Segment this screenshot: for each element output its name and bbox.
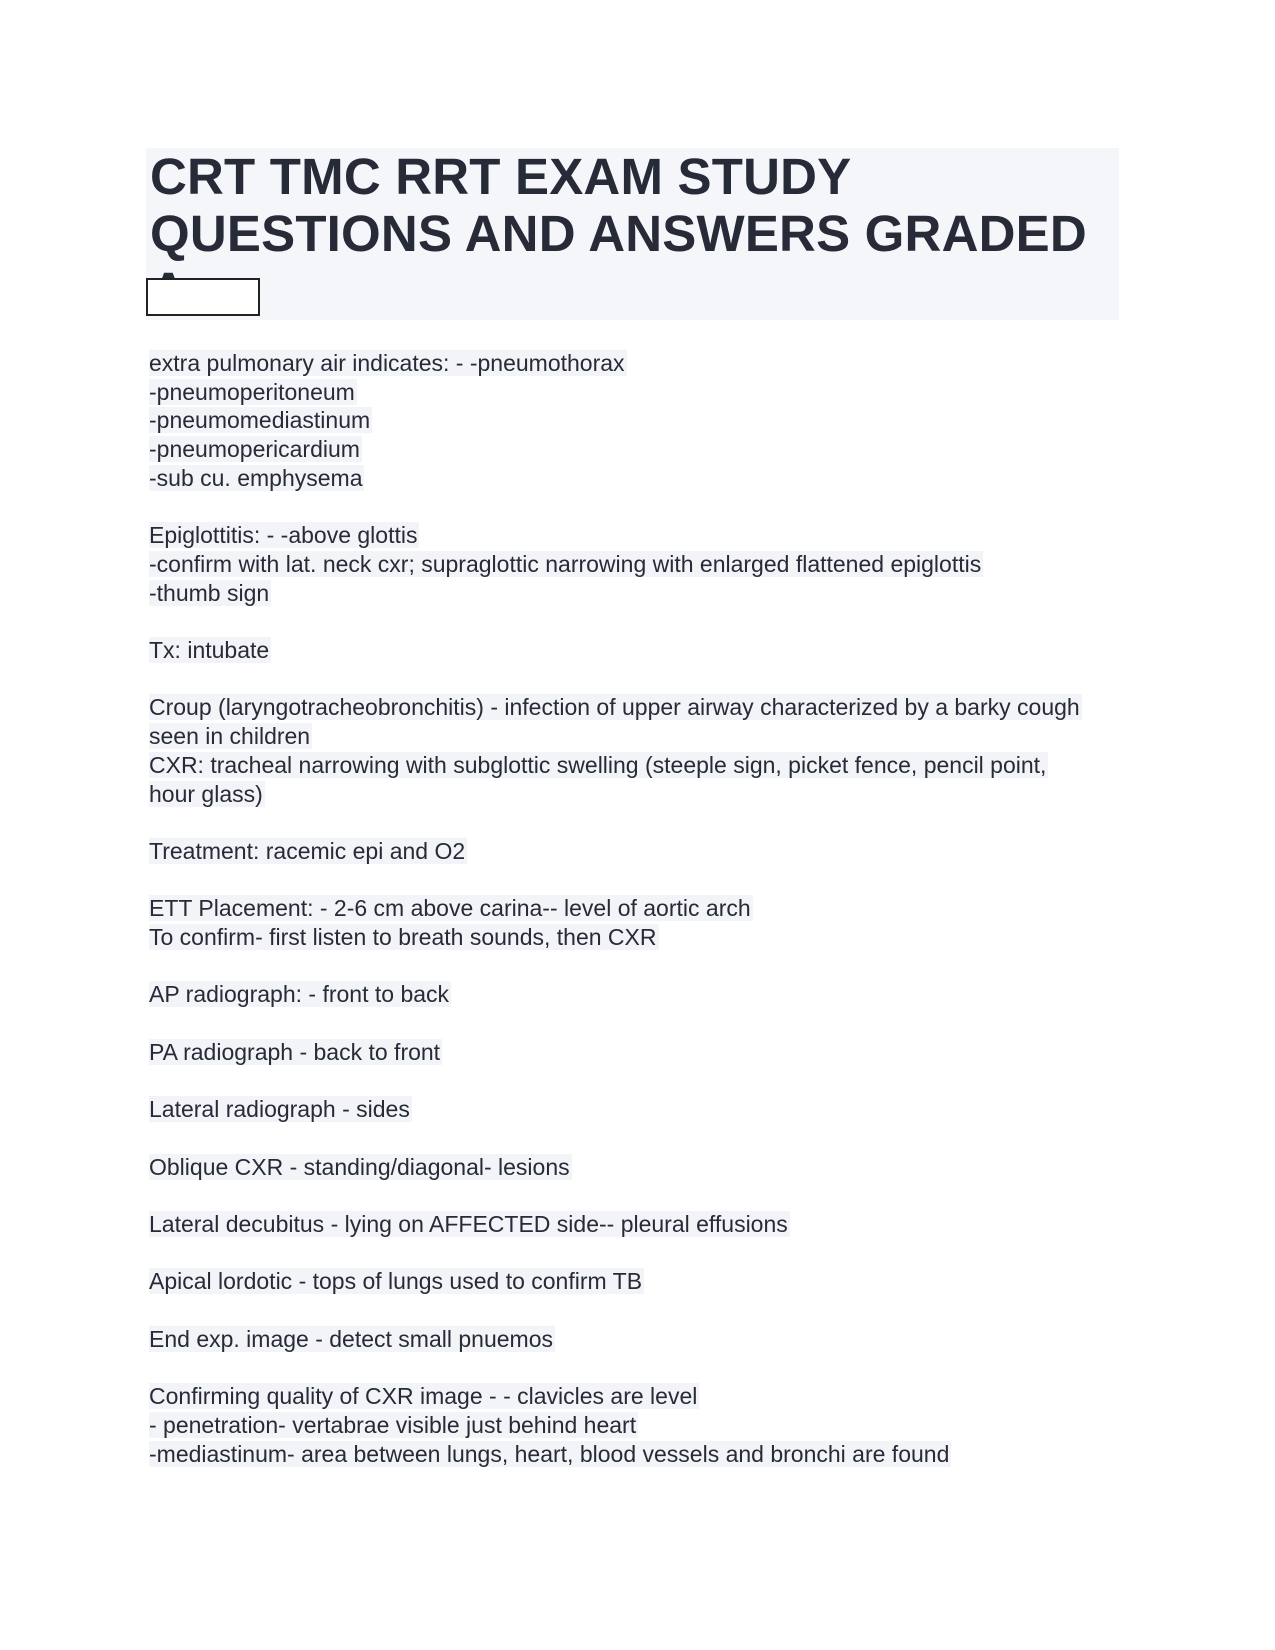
qa-entry	[149, 837, 1089, 866]
entry-line	[149, 1210, 1089, 1239]
entry-line	[149, 550, 1089, 579]
qa-entry	[149, 1038, 1089, 1067]
entry-line	[149, 693, 1089, 750]
entry-line-text: -pneumopericardium	[149, 436, 360, 463]
entry-line	[149, 1440, 1089, 1469]
entry-line	[149, 464, 1089, 493]
entry-line	[149, 751, 1089, 808]
entry-line-text: To confirm- first listen to breath sounds, then CXR	[149, 923, 657, 950]
entry-line-text: CXR: tracheal narrowing with subglottic swelling (steeple sign, picket fence, pencil point, hour glass)	[149, 751, 1047, 807]
qa-entry	[149, 1095, 1089, 1124]
entry-line-text: Tx: intubate	[149, 637, 270, 663]
entry-line-text: Confirming quality of CXR image - - clavicles are level	[149, 1383, 698, 1410]
entry-line	[149, 349, 1089, 378]
entry-line	[149, 980, 1089, 1009]
entry-line-text: -confirm with lat. neck cxr; supraglottic narrowing with enlarged flattened epiglottis	[149, 550, 982, 577]
entry-line-text: Apical lordotic - tops of lungs used to confirm TB	[149, 1268, 643, 1295]
entry-line-text: Treatment: racemic epi and O2	[149, 837, 466, 864]
entry-line-text: Lateral radiograph - sides	[149, 1096, 410, 1123]
entry-line	[149, 1095, 1089, 1124]
entry-line-text: Lateral decubitus - lying on AFFECTED side-- pleural effusions	[149, 1210, 788, 1237]
entry-line-text: extra pulmonary air indicates: - -pneumothorax	[149, 350, 625, 376]
qa-entry	[149, 1267, 1089, 1296]
title-empty-box	[146, 278, 260, 316]
entry-line	[149, 837, 1089, 866]
document-title: CRT TMC RRT EXAM STUDY QUESTIONS AND ANSWERS GRADED	[150, 148, 1087, 262]
entry-line	[149, 1038, 1089, 1067]
entry-line-text: -sub cu. emphysema	[149, 464, 363, 491]
entry-line-text: End exp. image - detect small pnuemos	[149, 1325, 553, 1352]
qa-entry	[149, 636, 1089, 665]
title-block	[146, 148, 1119, 320]
entry-line-text: ETT Placement: - 2-6 cm above carina-- level of aortic arch	[149, 895, 751, 922]
entry-line-text: AP radiograph: - front to back	[149, 981, 450, 1008]
entry-line-text: PA radiograph - back to front	[149, 1038, 441, 1065]
qa-entry	[149, 521, 1089, 607]
entry-line-text: -mediastinum- area between lungs, heart, blood vessels and bronchi are found	[149, 1440, 950, 1467]
qa-entry	[149, 980, 1089, 1009]
entry-line	[149, 435, 1089, 464]
entry-line	[149, 923, 1089, 952]
qa-entry	[149, 349, 1089, 493]
entry-line	[149, 1153, 1089, 1182]
qa-entry	[149, 1210, 1089, 1239]
entry-line	[149, 1325, 1089, 1354]
entry-line-text: -thumb sign	[149, 579, 270, 606]
entry-line	[149, 378, 1089, 407]
document-body	[149, 349, 1089, 1497]
entry-line-text: -pneumoperitoneum	[149, 378, 355, 405]
entry-line	[149, 406, 1089, 435]
qa-entry	[149, 1325, 1089, 1354]
qa-entry	[149, 1382, 1089, 1468]
entry-line-text: Croup (laryngotracheobronchitis) - infection of upper airway characterized by a barky cough seen in children	[149, 694, 1080, 750]
qa-entry	[149, 1153, 1089, 1182]
entry-line	[149, 1382, 1089, 1411]
qa-entry	[149, 693, 1089, 808]
entry-line	[149, 1267, 1089, 1296]
entry-line-text: -pneumomediastinum	[149, 407, 371, 434]
entry-line-text: - penetration- vertabrae visible just behind heart	[149, 1411, 637, 1438]
entry-line	[149, 579, 1089, 608]
qa-entry	[149, 894, 1089, 951]
entry-line	[149, 521, 1089, 550]
entry-line	[149, 894, 1089, 923]
entry-line	[149, 636, 1089, 665]
entry-line-text: Oblique CXR - standing/diagonal- lesions	[149, 1153, 570, 1180]
entry-line	[149, 1411, 1089, 1440]
entry-line-text: Epiglottitis: - -above glottis	[149, 522, 418, 549]
